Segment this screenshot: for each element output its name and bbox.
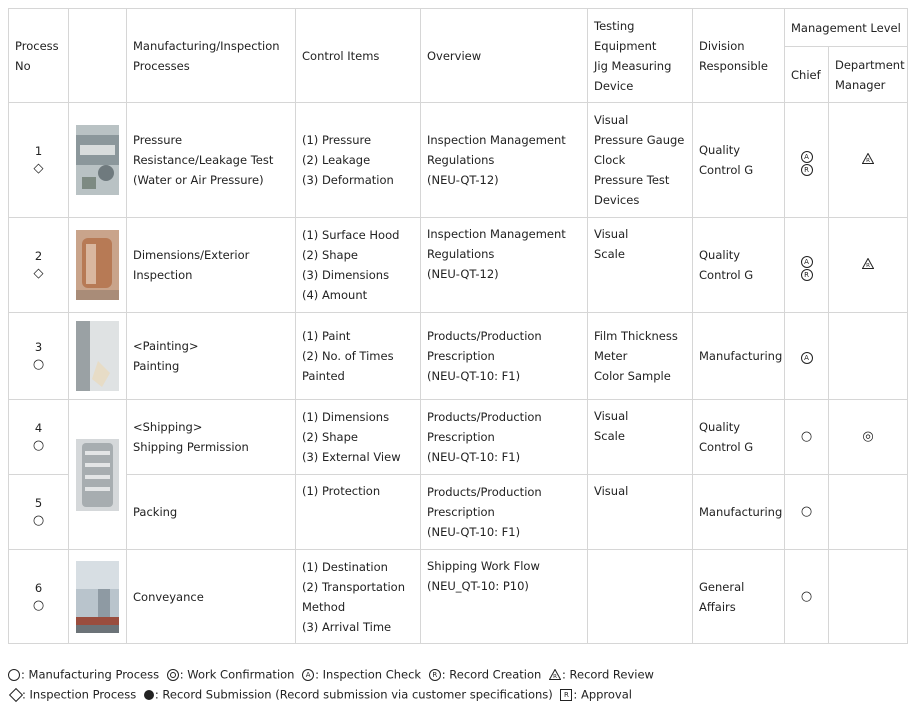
division-line: Affairs	[699, 599, 736, 614]
record-review-icon	[549, 669, 561, 680]
header-process-no: Process No	[9, 9, 69, 103]
manufacturing-process-circle-icon	[8, 669, 20, 681]
control-item: (1) Protection	[302, 484, 381, 498]
overview-line: Prescription	[427, 349, 495, 363]
header-chief: Chief	[785, 47, 829, 103]
dept-manager-cell	[829, 103, 908, 218]
manufacturing-process-circle-icon: ○	[800, 429, 813, 444]
header-processes: Manufacturing/Inspection Processes	[127, 9, 296, 103]
division-line: Quality	[699, 420, 741, 434]
division-line: Control G	[699, 268, 754, 282]
record-review-icon	[862, 258, 874, 269]
record-submission-icon	[144, 690, 154, 700]
control-item: (4) Amount	[302, 288, 368, 302]
chief-cell	[785, 218, 829, 313]
overview-line: (NEU-QT-10: F1)	[427, 525, 521, 539]
overview-cell	[421, 218, 588, 313]
legend-text: : Manufacturing Process	[21, 667, 160, 682]
control-item: (3) Dimensions	[302, 268, 390, 282]
photo-cell	[69, 550, 127, 644]
overview-cell	[421, 400, 588, 475]
chief-cell	[785, 475, 829, 550]
process-no-cell	[9, 218, 69, 313]
process-number: 3	[34, 340, 43, 354]
process-no-cell	[9, 103, 69, 218]
dept-manager-cell	[829, 550, 908, 644]
process-line: Packing	[133, 505, 178, 519]
manufacturing-process-circle-icon: ○	[32, 597, 45, 613]
process-line: Resistance/Leakage Test	[133, 153, 274, 167]
inspection-process-diamond-icon: ◇	[33, 266, 44, 281]
legend-text: : Record Submission (Record submission via customer specifications)	[154, 687, 553, 702]
testing-line: Pressure Test	[594, 173, 670, 187]
photo-cell	[69, 400, 127, 550]
division-line: Quality	[699, 143, 741, 157]
chief-cell	[785, 550, 829, 644]
manufacturing-process-circle-icon: ○	[32, 357, 45, 372]
testing-line: Visual	[594, 409, 629, 423]
quality-control-table	[8, 8, 908, 644]
overview-line: (NEU-QT-12)	[427, 173, 499, 187]
inspection-check-record-creation-icon: $\frac{A}{R}$	[801, 151, 813, 176]
overview-cell	[421, 550, 588, 644]
table-row	[9, 313, 908, 400]
process-no-cell	[9, 400, 69, 475]
overview-line: Products/Production	[427, 329, 542, 343]
process-number: 2	[34, 249, 43, 263]
record-creation-icon: R	[429, 669, 441, 681]
table-row	[9, 218, 908, 313]
testing-line: Scale	[594, 429, 625, 443]
process-number: 5	[34, 496, 43, 510]
overview-cell	[421, 313, 588, 400]
testing-line: Visual	[594, 113, 629, 127]
svg-text:R: R	[866, 263, 870, 269]
control-item: (1) Dimensions	[302, 410, 390, 424]
table-row	[9, 400, 908, 475]
control-item: (1) Destination	[302, 559, 388, 574]
overview-cell	[421, 475, 588, 550]
control-item: (1) Paint	[302, 329, 351, 343]
control-items-cell	[296, 218, 421, 313]
inspection-check-record-creation-icon: $\frac{A}{R}$	[801, 256, 813, 281]
manufacturing-process-circle-icon: ○	[32, 438, 45, 453]
division-cell	[693, 400, 785, 475]
control-items-cell	[296, 550, 421, 644]
control-items-cell	[296, 400, 421, 475]
control-item: (1) Pressure	[302, 133, 372, 147]
division-cell	[693, 550, 785, 644]
testing-line: Meter	[594, 349, 628, 363]
svg-text:R: R	[553, 674, 557, 680]
header-overview: Overview	[421, 9, 588, 103]
control-item: (3) Deformation	[302, 173, 394, 187]
header-control-items: Control Items	[296, 9, 421, 103]
control-item: (2) No. of Times	[302, 349, 394, 363]
work-confirmation-icon	[167, 669, 179, 681]
overview-line: (NEU_QT-10: P10)	[427, 579, 529, 593]
division-line: Manufacturing	[699, 505, 783, 519]
process-number: 6	[34, 580, 43, 595]
legend-line-2	[8, 687, 632, 702]
division-cell	[693, 218, 785, 313]
division-line: Control G	[699, 163, 754, 177]
process-name-cell	[127, 550, 296, 644]
testing-line: Visual	[594, 484, 629, 498]
process-number: 1	[34, 144, 43, 158]
control-items-cell	[296, 103, 421, 218]
control-item: (3) External View	[302, 450, 401, 464]
testing-line: Color Sample	[594, 369, 671, 383]
testing-cell	[588, 400, 693, 475]
header-testing-equipment: Testing Equipment Jig Measuring Device	[588, 9, 693, 103]
process-line: Dimensions/Exterior	[133, 248, 250, 262]
process-line: Conveyance	[133, 589, 204, 604]
testing-cell	[588, 550, 693, 644]
inspection-check-icon: A	[801, 352, 813, 364]
painting-photo	[76, 321, 119, 391]
overview-cell	[421, 103, 588, 218]
table-row	[9, 475, 908, 550]
legend-text: : Work Confirmation	[179, 667, 295, 682]
division-line: Quality	[699, 248, 741, 262]
inspection-process-diamond-icon	[9, 687, 23, 701]
division-cell	[693, 103, 785, 218]
control-item: (2) Transportation	[302, 579, 405, 594]
control-items-cell	[296, 475, 421, 550]
control-item: Method	[302, 599, 346, 614]
process-name-cell	[127, 103, 296, 218]
overview-line: (NEU-QT-10: F1)	[427, 369, 521, 383]
process-no-cell	[9, 550, 69, 644]
control-item: (2) Shape	[302, 430, 358, 444]
control-item: (3) Arrival Time	[302, 619, 392, 634]
overview-line: Prescription	[427, 430, 495, 444]
legend-text: : Record Creation	[441, 667, 542, 682]
photo-cell	[69, 103, 127, 218]
pressure-test-photo	[76, 125, 119, 195]
testing-line: Film Thickness	[594, 329, 678, 343]
process-name-cell	[127, 475, 296, 550]
process-line: Inspection	[133, 268, 193, 282]
legend-text: : Inspection Process	[22, 687, 137, 702]
chief-cell	[785, 400, 829, 475]
testing-line: Pressure Gauge	[594, 133, 685, 147]
header-division: Division Responsible	[693, 9, 785, 103]
record-review-icon	[862, 153, 874, 164]
manufacturing-process-circle-icon: ○	[800, 504, 813, 519]
overview-line: Regulations	[427, 153, 495, 167]
chief-cell	[785, 103, 829, 218]
testing-cell	[588, 103, 693, 218]
process-name-cell	[127, 218, 296, 313]
header-management-level: Management Level	[785, 9, 908, 47]
svg-text:R: R	[866, 158, 870, 164]
overview-line: (NEU-QT-12)	[427, 267, 499, 281]
inspection-check-icon: A	[302, 669, 314, 681]
overview-line: Products/Production	[427, 485, 542, 499]
photo-cell	[69, 218, 127, 313]
photo-cell	[69, 313, 127, 400]
dept-manager-cell	[829, 313, 908, 400]
division-cell	[693, 313, 785, 400]
testing-cell	[588, 218, 693, 313]
process-no-cell	[9, 313, 69, 400]
table-row	[9, 103, 908, 218]
division-line: General	[699, 579, 745, 594]
header-dept-manager: Department Manager	[829, 47, 908, 103]
table-row	[9, 550, 908, 644]
process-line: Pressure	[133, 133, 183, 147]
process-line: <Shipping>	[133, 420, 203, 434]
work-confirmation-icon: ◎	[862, 429, 874, 444]
testing-line: Clock	[594, 153, 626, 167]
division-line: Manufacturing	[699, 349, 783, 363]
overview-line: Inspection Management	[427, 133, 566, 147]
process-line: <Painting>	[133, 339, 199, 353]
division-line: Control G	[699, 440, 754, 454]
manufacturing-process-circle-icon: ○	[32, 513, 45, 528]
testing-cell	[588, 313, 693, 400]
shipping-photo	[76, 439, 119, 511]
control-item: (1) Surface Hood	[302, 228, 400, 242]
division-cell	[693, 475, 785, 550]
dimensions-photo	[76, 230, 119, 300]
testing-line: Devices	[594, 193, 640, 207]
dept-manager-cell	[829, 218, 908, 313]
overview-line: Prescription	[427, 505, 495, 519]
process-line: Shipping Permission	[133, 440, 249, 454]
control-item: (2) Leakage	[302, 153, 371, 167]
control-item: Painted	[302, 369, 345, 383]
header-photo	[69, 9, 127, 103]
chief-cell	[785, 313, 829, 400]
conveyance-photo	[76, 561, 119, 633]
process-number: 4	[34, 421, 43, 435]
testing-line: Scale	[594, 247, 625, 261]
process-line: (Water or Air Pressure)	[133, 173, 264, 187]
dept-manager-cell	[829, 400, 908, 475]
legend-line-1	[8, 667, 654, 682]
testing-line: Visual	[594, 227, 629, 241]
overview-line: (NEU-QT-10: F1)	[427, 450, 521, 464]
control-items-cell	[296, 313, 421, 400]
manufacturing-process-circle-icon: ○	[800, 588, 813, 604]
dept-manager-cell	[829, 475, 908, 550]
overview-line: Shipping Work Flow	[427, 559, 540, 573]
process-line: Painting	[133, 359, 180, 373]
legend-text: : Inspection Check	[315, 667, 422, 682]
approval-icon: R	[560, 689, 572, 701]
overview-line: Products/Production	[427, 410, 542, 424]
process-name-cell	[127, 313, 296, 400]
process-no-cell	[9, 475, 69, 550]
process-name-cell	[127, 400, 296, 475]
overview-line: Regulations	[427, 247, 495, 261]
overview-line: Inspection Management	[427, 227, 566, 241]
inspection-process-diamond-icon: ◇	[33, 161, 44, 176]
legend-text: : Approval	[573, 687, 632, 702]
testing-cell	[588, 475, 693, 550]
control-item: (2) Shape	[302, 248, 358, 262]
legend-text: : Record Review	[561, 667, 654, 682]
